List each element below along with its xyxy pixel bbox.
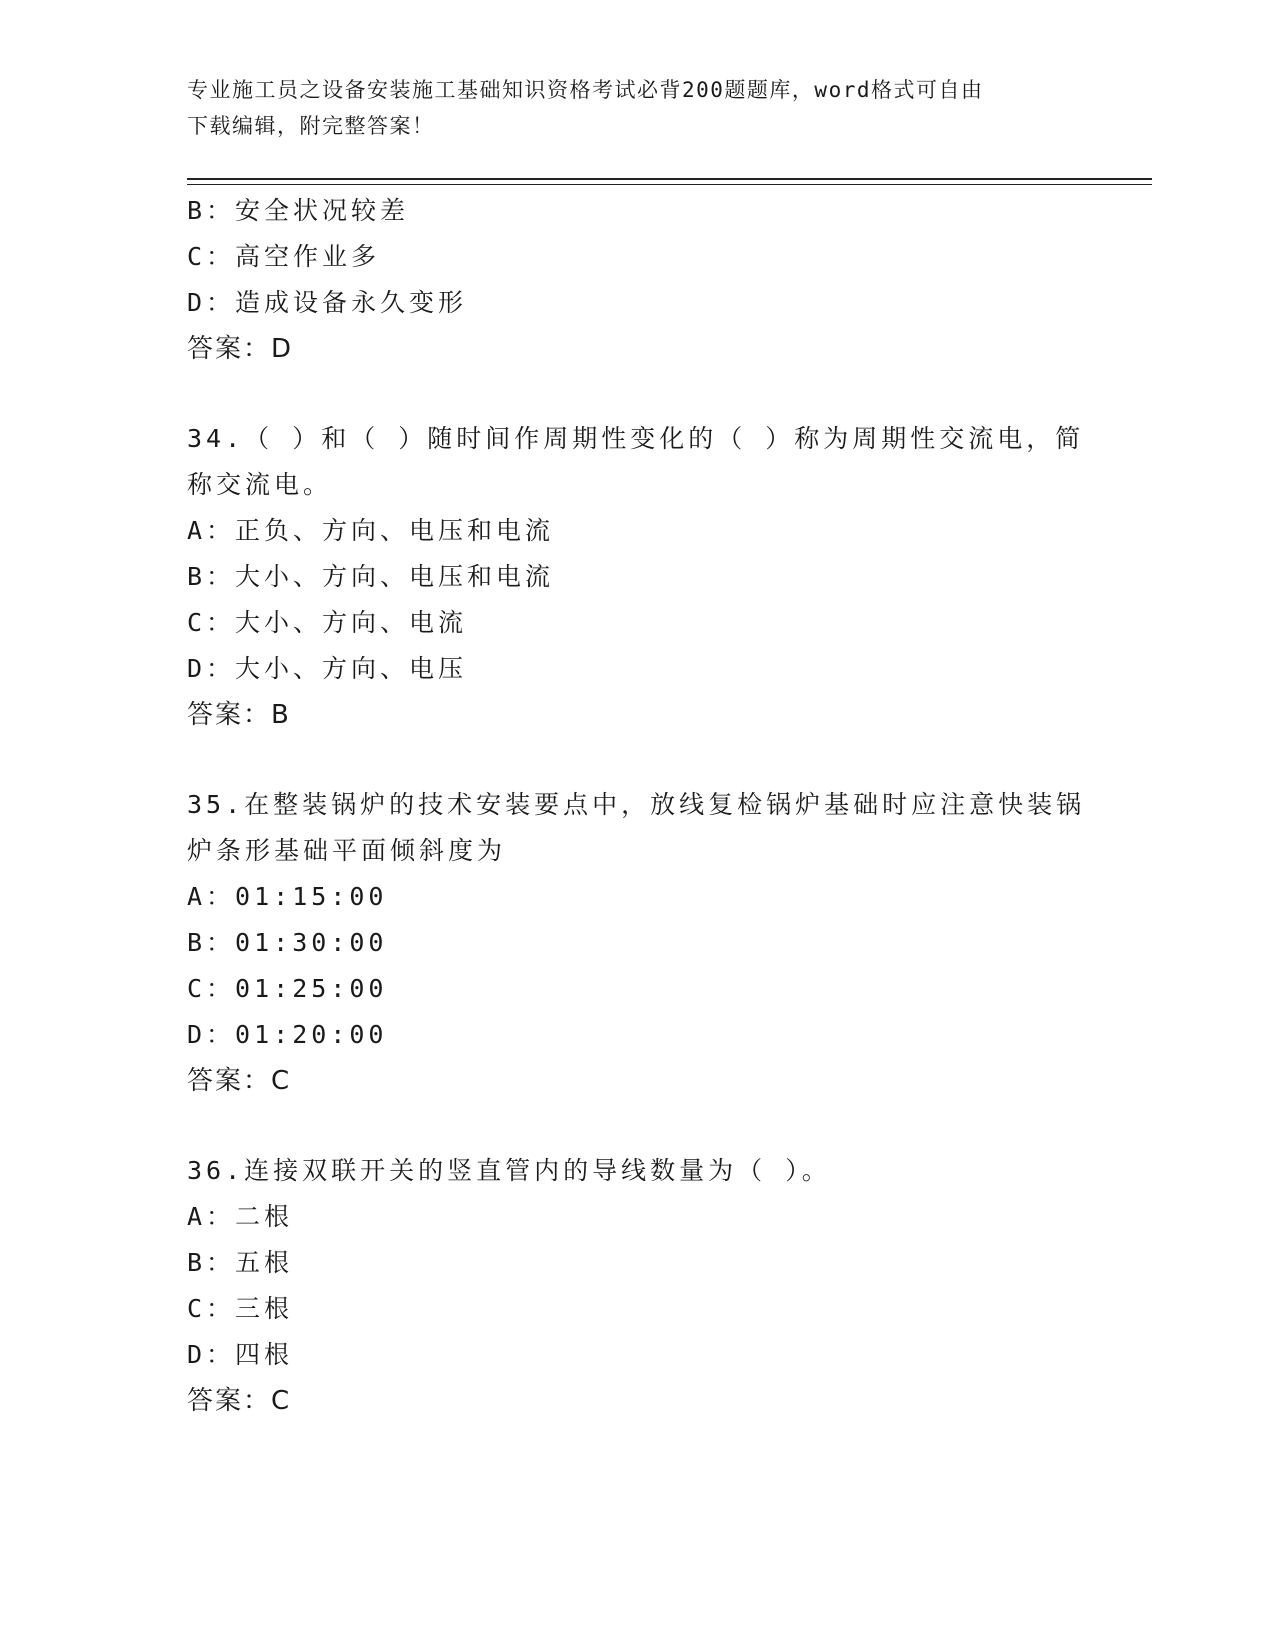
document-header <box>187 72 1067 144</box>
question-body <box>187 188 1087 1424</box>
question-text-line: 36.连接双联开关的竖直管内的导线数量为（ ）。 <box>187 1156 831 1185</box>
option-a: A：二根 <box>187 1202 294 1231</box>
question-text-line: 35.在整装锅炉的技术安装要点中，放线复检锅炉基础时应注意快装锅 <box>187 790 1086 819</box>
question-34 <box>187 416 1087 738</box>
question-text-line: 称交流电。 <box>187 470 333 499</box>
option-d: D：四根 <box>187 1340 294 1369</box>
option-b: B：安全状况较差 <box>187 196 410 225</box>
option-c: C：高空作业多 <box>187 242 381 271</box>
answer-line: 答案：C <box>187 1386 292 1416</box>
option-a: A：01:15:00 <box>187 882 388 911</box>
question-36 <box>187 1148 1087 1424</box>
option-d: D：造成设备永久变形 <box>187 288 468 317</box>
question-35 <box>187 782 1087 1104</box>
header-rule-thick <box>187 178 1152 180</box>
option-a: A：正负、方向、电压和电流 <box>187 516 555 545</box>
option-d: D：大小、方向、电压 <box>187 654 468 683</box>
header-line-1: 专业施工员之设备安装施工基础知识资格考试必背200题题库，word格式可自由 <box>187 78 984 102</box>
option-b: B：01:30:00 <box>187 928 388 957</box>
option-b: B：五根 <box>187 1248 294 1277</box>
partial-question <box>187 188 1087 372</box>
answer-line: 答案：B <box>187 700 291 730</box>
document-page <box>187 0 1152 1650</box>
option-c: C：大小、方向、电流 <box>187 608 468 637</box>
header-line-2: 下载编辑，附完整答案！ <box>187 114 435 138</box>
answer-line: 答案：C <box>187 1066 292 1096</box>
question-text-line: 炉条形基础平面倾斜度为 <box>187 836 507 865</box>
header-rule-thin <box>187 184 1152 185</box>
answer-line: 答案：D <box>187 334 294 364</box>
question-text-line: 34.（ ）和（ ）随时间作周期性变化的（ ）称为周期性交流电，简 <box>187 424 1085 453</box>
option-b: B：大小、方向、电压和电流 <box>187 562 555 591</box>
option-c: C：三根 <box>187 1294 294 1323</box>
option-c: C：01:25:00 <box>187 974 388 1003</box>
option-d: D：01:20:00 <box>187 1020 388 1049</box>
